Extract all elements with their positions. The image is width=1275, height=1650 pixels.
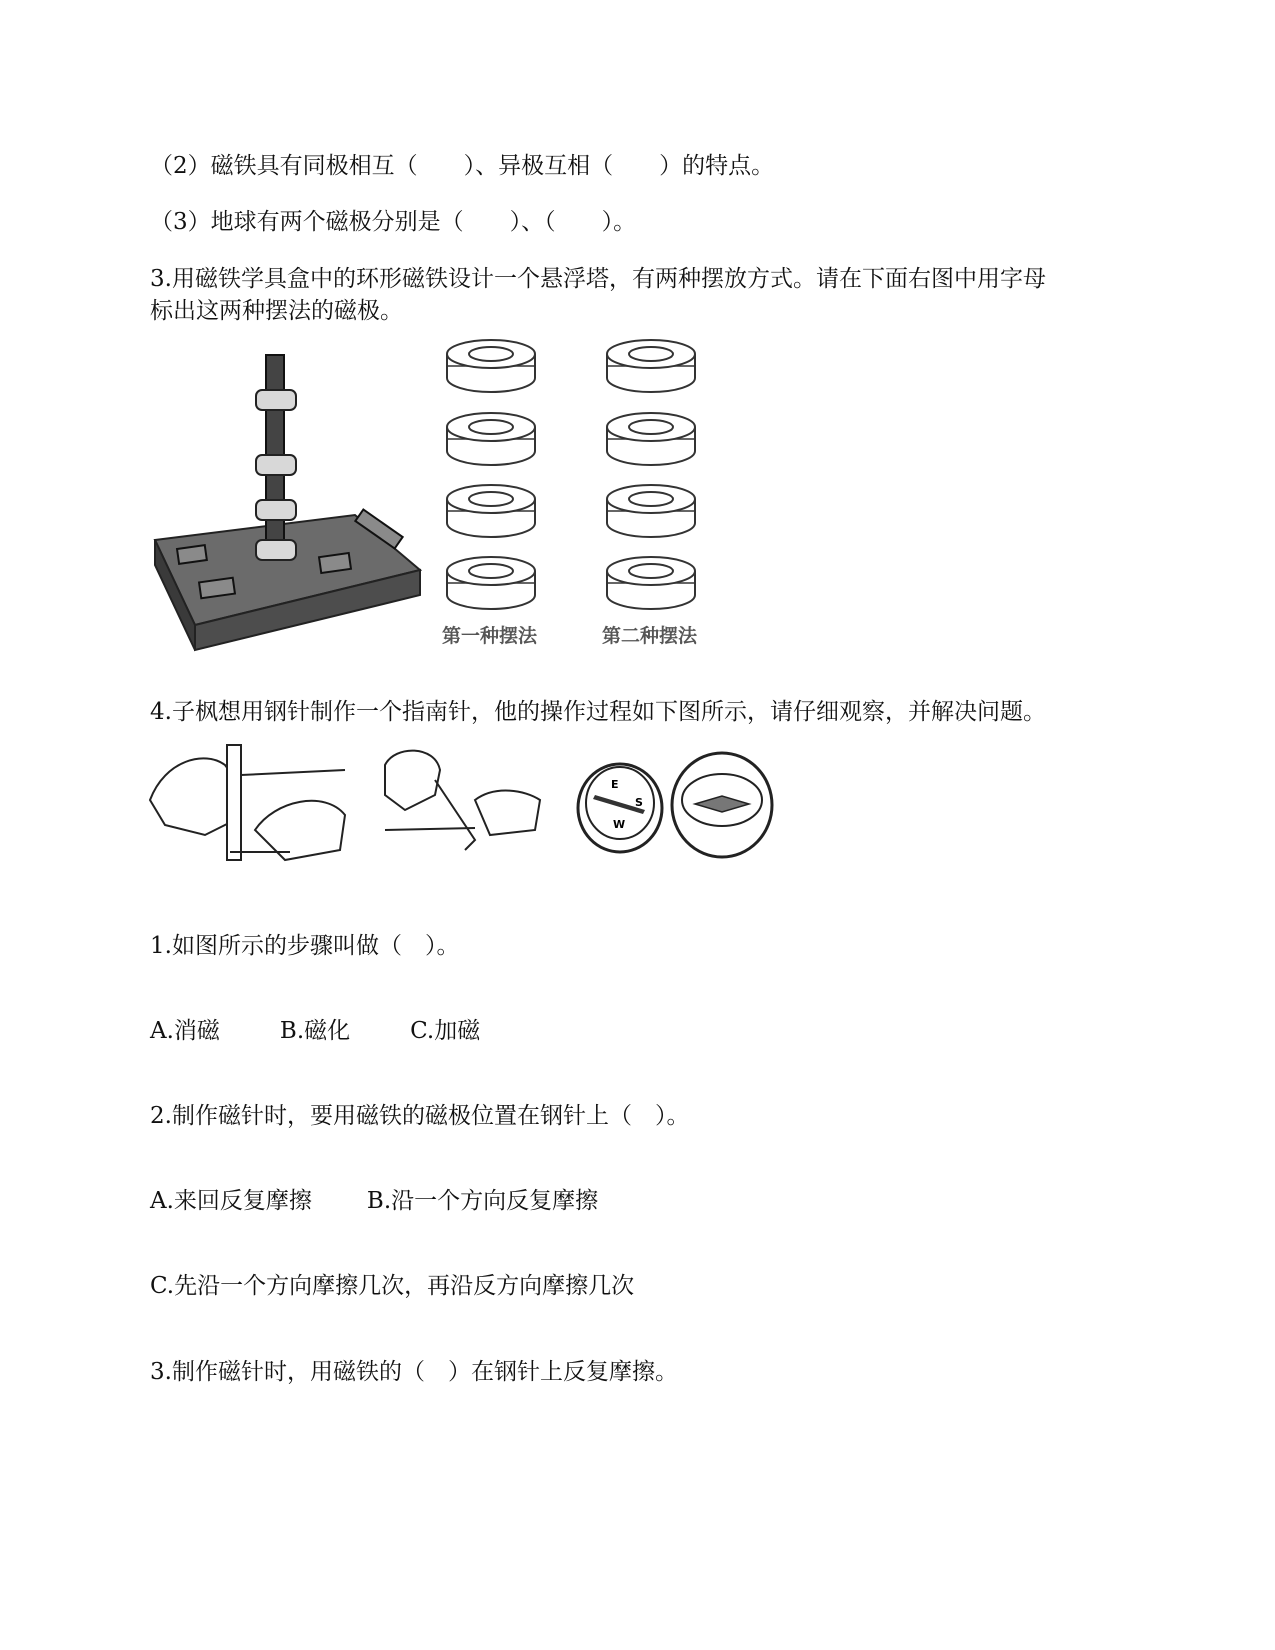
floating-needle-dish-icon (672, 753, 772, 857)
needle-magnetizing-steps (145, 740, 785, 870)
question-3-line-2: 标出这两种摆法的磁极。 (150, 298, 403, 324)
svg-text:W: W (613, 818, 626, 831)
question-2-2: （2）磁铁具有同极相互（ ）、异极互相（ ）的特点。 (150, 153, 775, 179)
caption-first-arrangement: 第一种摆法 (442, 625, 538, 647)
option-c[interactable]: C.加磁 (410, 1018, 481, 1044)
option-b[interactable]: B.沿一个方向反复摩擦 (366, 1188, 599, 1214)
threading-needle-illustration (385, 751, 540, 850)
first-arrangement-rings (447, 340, 535, 609)
sub-question-3: 3.制作磁针时，用磁铁的（ ）在钢针上反复摩擦。 (150, 1359, 678, 1385)
ring-magnet-stacks (440, 335, 740, 665)
option-b[interactable]: B.磁化 (279, 1018, 351, 1044)
sub-question-2-options-ab (150, 1185, 598, 1217)
sub-question-2: 2.制作磁针时，要用磁铁的磁极位置在钢针上（ ）。 (150, 1103, 690, 1129)
sub-question-1: 1.如图所示的步骤叫做（ ）。 (150, 933, 460, 959)
second-arrangement-rings (607, 340, 695, 609)
question-2-3: （3）地球有两个磁极分别是（ ）、（ ）。 (150, 209, 637, 235)
stroking-needle-illustration (150, 745, 345, 860)
option-a[interactable]: A.来回反复摩擦 (150, 1188, 312, 1214)
compass-icon (578, 764, 662, 852)
svg-text:E: E (611, 778, 619, 791)
svg-text:S: S (635, 796, 643, 809)
question-4-prompt: 4.子枫想用钢针制作一个指南针，他的操作过程如下图所示，请仔细观察，并解决问题。 (150, 699, 1046, 725)
question-3-line-1: 3.用磁铁学具盒中的环形磁铁设计一个悬浮塔，有两种摆放方式。请在下面右图中用字母 (150, 266, 1046, 292)
caption-second-arrangement: 第二种摆法 (602, 625, 698, 647)
sub-question-2-option-c[interactable]: C.先沿一个方向摩擦几次，再沿反方向摩擦几次 (150, 1273, 635, 1299)
sub-question-1-options (150, 1015, 480, 1047)
magnet-tower-illustration (150, 350, 430, 660)
option-a[interactable]: A.消磁 (150, 1018, 220, 1044)
